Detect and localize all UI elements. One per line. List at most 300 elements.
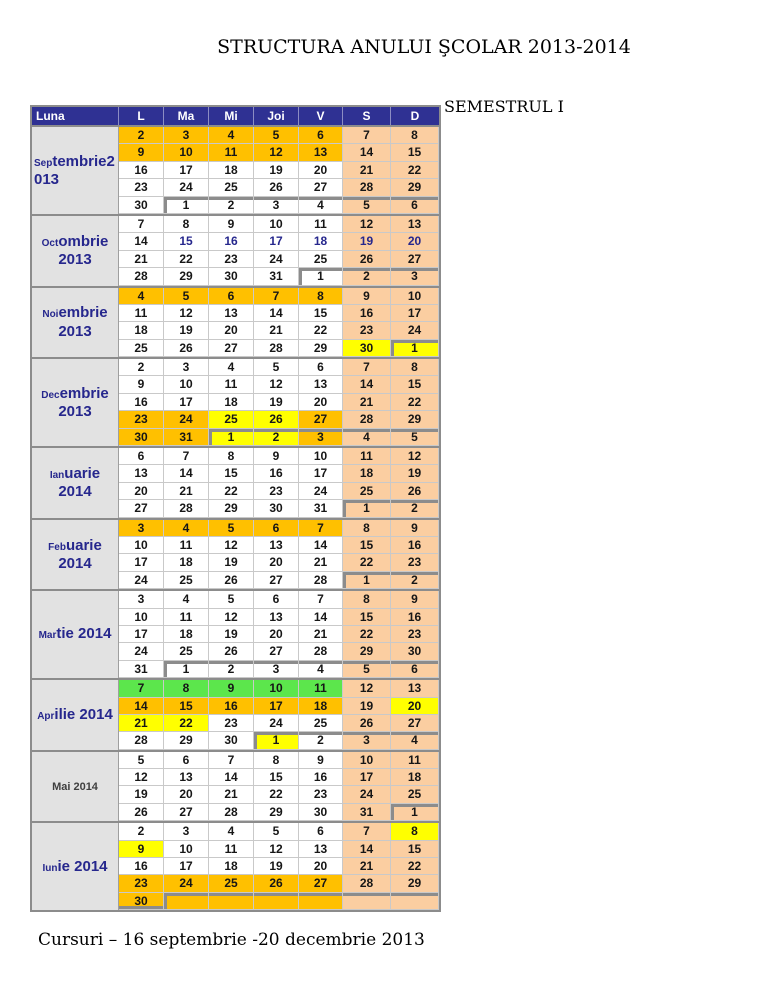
day-cell: 23 — [119, 411, 164, 428]
month-label-septembrie-2013: Septembrie2 013 — [32, 127, 119, 214]
day-cell: 13 — [119, 465, 164, 482]
day-cell: 23 — [391, 554, 439, 571]
day-cell: 15 — [391, 144, 439, 161]
day-cell: 26 — [254, 875, 299, 892]
day-cell: 7 — [254, 288, 299, 305]
day-cell: 1 — [343, 572, 391, 589]
day-cell: 10 — [164, 841, 209, 858]
day-cell: 16 — [209, 233, 254, 250]
day-cell: 23 — [209, 251, 254, 268]
day-cell: 4 — [299, 661, 343, 678]
day-cell: 12 — [254, 144, 299, 161]
day-cell: 27 — [391, 715, 439, 732]
day-cell: 28 — [119, 732, 164, 749]
day-cell: 21 — [343, 162, 391, 179]
day-cell: 10 — [164, 144, 209, 161]
day-cell: 3 — [254, 661, 299, 678]
day-cell: 16 — [391, 537, 439, 554]
month-label-noiembrie-2013: Noiembrie 2013 — [32, 288, 119, 358]
day-cell: 4 — [299, 197, 343, 214]
day-cell: 7 — [299, 591, 343, 608]
day-cell: 28 — [254, 340, 299, 357]
column-header-saturday: S — [343, 107, 391, 125]
day-cell: 4 — [209, 823, 254, 840]
day-cell: 5 — [254, 823, 299, 840]
day-cell: 13 — [391, 216, 439, 233]
day-cell: 11 — [299, 680, 343, 697]
day-cell: 19 — [391, 465, 439, 482]
day-cell: 7 — [209, 752, 254, 769]
day-cell: 8 — [299, 288, 343, 305]
day-cell: 29 — [164, 268, 209, 285]
day-cell: 5 — [254, 359, 299, 376]
day-cell: 29 — [209, 500, 254, 517]
column-header-tuesday: Ma — [164, 107, 209, 125]
day-cell: 25 — [119, 340, 164, 357]
day-cell: 6 — [254, 591, 299, 608]
day-cell: 17 — [254, 698, 299, 715]
day-cell: 7 — [119, 216, 164, 233]
day-cell: 30 — [119, 429, 164, 446]
day-cell: 27 — [391, 251, 439, 268]
day-cell: 23 — [119, 875, 164, 892]
day-cell: 1 — [164, 661, 209, 678]
day-cell: 22 — [164, 715, 209, 732]
day-cell: 8 — [254, 752, 299, 769]
day-cell: 25 — [299, 251, 343, 268]
day-cell: 1 — [391, 804, 439, 821]
day-cell: 2 — [119, 359, 164, 376]
day-cell: 22 — [391, 394, 439, 411]
day-cell: 10 — [299, 448, 343, 465]
day-cell: 27 — [209, 340, 254, 357]
day-cell: 24 — [164, 411, 209, 428]
day-cell: 27 — [299, 179, 343, 196]
day-cell: 17 — [164, 858, 209, 875]
day-cell: 5 — [254, 127, 299, 144]
day-cell: 20 — [254, 626, 299, 643]
day-cell: 11 — [164, 537, 209, 554]
day-cell: 19 — [254, 858, 299, 875]
day-cell: 4 — [209, 127, 254, 144]
day-cell: 31 — [343, 804, 391, 821]
day-cell: 2 — [119, 127, 164, 144]
day-cell: 17 — [119, 626, 164, 643]
day-cell: 21 — [254, 322, 299, 339]
day-cell: 30 — [299, 804, 343, 821]
day-cell: 26 — [254, 411, 299, 428]
day-cell: 5 — [391, 429, 439, 446]
day-cell: 6 — [209, 288, 254, 305]
day-cell: 14 — [343, 144, 391, 161]
day-cell: 27 — [119, 500, 164, 517]
day-cell: 2 — [299, 732, 343, 749]
day-cell: 12 — [343, 216, 391, 233]
day-cell: 2 — [391, 500, 439, 517]
day-cell: 17 — [343, 769, 391, 786]
day-cell: 14 — [254, 305, 299, 322]
month-blocks — [32, 125, 439, 910]
day-cell: 18 — [119, 322, 164, 339]
day-cell: 21 — [164, 483, 209, 500]
day-cell: 16 — [299, 769, 343, 786]
day-cell: 21 — [299, 554, 343, 571]
month-label-ianuarie-2014: Ianuarie 2014 — [32, 448, 119, 518]
day-cell: 26 — [209, 643, 254, 660]
day-cell: 28 — [299, 572, 343, 589]
column-header-thursday: Joi — [254, 107, 299, 125]
day-cell: 10 — [164, 376, 209, 393]
column-header-friday: V — [299, 107, 343, 125]
day-cell: 8 — [391, 127, 439, 144]
day-cell: 20 — [119, 483, 164, 500]
day-cell: 6 — [299, 359, 343, 376]
day-cell: 15 — [209, 465, 254, 482]
empty-cell — [299, 893, 343, 910]
day-cell: 25 — [391, 786, 439, 803]
day-cell: 6 — [119, 448, 164, 465]
day-cell: 9 — [119, 144, 164, 161]
day-cell: 2 — [343, 268, 391, 285]
day-cell: 29 — [391, 179, 439, 196]
day-cell: 15 — [254, 769, 299, 786]
day-cell: 22 — [164, 251, 209, 268]
day-cell: 23 — [391, 626, 439, 643]
day-cell: 14 — [299, 537, 343, 554]
day-cell: 11 — [209, 144, 254, 161]
month-block-decembrie-2013 — [32, 357, 439, 446]
day-cell: 8 — [164, 216, 209, 233]
day-cell: 8 — [164, 680, 209, 697]
day-cell: 16 — [254, 465, 299, 482]
day-cell: 6 — [391, 197, 439, 214]
day-cell: 1 — [209, 429, 254, 446]
day-cell: 12 — [254, 841, 299, 858]
day-cell: 15 — [391, 376, 439, 393]
day-cell: 27 — [254, 572, 299, 589]
day-cell: 22 — [391, 162, 439, 179]
day-cell: 21 — [119, 251, 164, 268]
day-cell: 28 — [343, 411, 391, 428]
day-cell: 25 — [209, 875, 254, 892]
day-cell: 18 — [299, 233, 343, 250]
day-cell: 26 — [391, 483, 439, 500]
day-cell: 24 — [299, 483, 343, 500]
day-cell: 3 — [343, 732, 391, 749]
day-cell: 29 — [391, 411, 439, 428]
empty-cell — [209, 893, 254, 910]
day-cell: 9 — [254, 448, 299, 465]
empty-cell — [254, 893, 299, 910]
day-cell: 15 — [391, 841, 439, 858]
day-cell: 20 — [391, 233, 439, 250]
day-cell: 22 — [343, 554, 391, 571]
month-block-octombrie-2013 — [32, 214, 439, 286]
day-cell: 14 — [209, 769, 254, 786]
day-cell: 6 — [254, 520, 299, 537]
month-block-februarie-2014 — [32, 518, 439, 590]
day-cell: 18 — [209, 162, 254, 179]
day-cell: 13 — [254, 609, 299, 626]
day-cell: 7 — [119, 680, 164, 697]
day-cell: 3 — [119, 591, 164, 608]
day-cell: 9 — [391, 520, 439, 537]
day-cell: 25 — [209, 179, 254, 196]
day-cell: 14 — [299, 609, 343, 626]
day-cell: 25 — [209, 411, 254, 428]
day-cell: 10 — [119, 609, 164, 626]
day-cell: 11 — [209, 376, 254, 393]
day-cell: 27 — [254, 643, 299, 660]
column-header-wednesday: Mi — [209, 107, 254, 125]
month-label-decembrie-2013: Decembrie 2013 — [32, 359, 119, 446]
day-cell: 25 — [299, 715, 343, 732]
day-cell: 8 — [209, 448, 254, 465]
day-cell: 17 — [164, 162, 209, 179]
day-cell: 26 — [343, 251, 391, 268]
day-cell: 18 — [209, 858, 254, 875]
month-label-iunie-2014: Iunie 2014 — [32, 823, 119, 910]
day-cell: 24 — [254, 715, 299, 732]
day-cell: 19 — [164, 322, 209, 339]
day-cell: 4 — [164, 591, 209, 608]
day-cell: 6 — [391, 661, 439, 678]
day-cell: 7 — [343, 823, 391, 840]
day-cell: 7 — [343, 127, 391, 144]
day-cell: 18 — [209, 394, 254, 411]
day-cell: 4 — [164, 520, 209, 537]
day-cell: 14 — [164, 465, 209, 482]
day-cell: 1 — [391, 340, 439, 357]
day-cell: 17 — [299, 465, 343, 482]
month-block-ianuarie-2014 — [32, 446, 439, 518]
day-cell: 30 — [119, 893, 164, 910]
day-cell: 9 — [343, 288, 391, 305]
day-cell: 26 — [254, 179, 299, 196]
column-header-monday: L — [119, 107, 164, 125]
day-cell: 8 — [391, 359, 439, 376]
day-cell: 20 — [391, 698, 439, 715]
month-label-octombrie-2013: Octombrie 2013 — [32, 216, 119, 286]
month-label-martie-2014: Martie 2014 — [32, 591, 119, 678]
day-cell: 10 — [254, 216, 299, 233]
day-cell: 1 — [254, 732, 299, 749]
day-cell: 15 — [343, 537, 391, 554]
day-cell: 23 — [299, 786, 343, 803]
day-cell: 25 — [164, 643, 209, 660]
day-cell: 19 — [209, 626, 254, 643]
day-cell: 29 — [254, 804, 299, 821]
day-cell: 31 — [119, 661, 164, 678]
day-cell: 17 — [254, 233, 299, 250]
day-cell: 1 — [299, 268, 343, 285]
day-cell: 13 — [209, 305, 254, 322]
day-cell: 13 — [391, 680, 439, 697]
day-cell: 10 — [343, 752, 391, 769]
day-cell: 22 — [391, 858, 439, 875]
day-cell: 9 — [209, 216, 254, 233]
day-cell: 4 — [119, 288, 164, 305]
day-cell: 6 — [164, 752, 209, 769]
day-cell: 30 — [209, 268, 254, 285]
day-cell: 28 — [299, 643, 343, 660]
day-cell: 4 — [391, 732, 439, 749]
day-cell: 7 — [343, 359, 391, 376]
day-cell: 7 — [164, 448, 209, 465]
day-cell: 24 — [164, 875, 209, 892]
day-cell: 1 — [343, 500, 391, 517]
day-cell: 25 — [343, 483, 391, 500]
day-cell: 18 — [164, 554, 209, 571]
footer-note: Cursuri – 16 septembrie -20 decembrie 2013 — [38, 930, 425, 950]
day-cell: 28 — [164, 500, 209, 517]
day-cell: 11 — [343, 448, 391, 465]
day-cell: 20 — [299, 858, 343, 875]
day-cell: 16 — [391, 609, 439, 626]
day-cell: 30 — [254, 500, 299, 517]
day-cell: 15 — [164, 233, 209, 250]
day-cell: 22 — [209, 483, 254, 500]
day-cell: 30 — [343, 340, 391, 357]
day-cell: 2 — [209, 197, 254, 214]
day-cell: 8 — [391, 823, 439, 840]
day-cell: 11 — [391, 752, 439, 769]
calendar-header-row — [32, 107, 439, 125]
day-cell: 10 — [391, 288, 439, 305]
day-cell: 11 — [299, 216, 343, 233]
day-cell: 8 — [343, 520, 391, 537]
day-cell: 11 — [209, 841, 254, 858]
day-cell: 21 — [343, 858, 391, 875]
day-cell: 31 — [254, 268, 299, 285]
day-cell: 10 — [119, 537, 164, 554]
month-label-mai-2014: Mai 2014 — [32, 752, 119, 822]
day-cell: 29 — [299, 340, 343, 357]
day-cell: 19 — [343, 233, 391, 250]
day-cell: 26 — [209, 572, 254, 589]
day-cell: 19 — [343, 698, 391, 715]
day-cell: 4 — [209, 359, 254, 376]
day-cell: 24 — [164, 179, 209, 196]
day-cell: 7 — [299, 520, 343, 537]
day-cell: 12 — [209, 609, 254, 626]
day-cell: 23 — [119, 179, 164, 196]
day-cell: 21 — [299, 626, 343, 643]
day-cell: 21 — [343, 394, 391, 411]
day-cell: 19 — [254, 162, 299, 179]
day-cell: 16 — [119, 394, 164, 411]
day-cell: 6 — [299, 127, 343, 144]
day-cell: 18 — [299, 698, 343, 715]
day-cell: 17 — [119, 554, 164, 571]
day-cell: 15 — [164, 698, 209, 715]
day-cell: 20 — [299, 394, 343, 411]
day-cell: 10 — [254, 680, 299, 697]
day-cell: 19 — [119, 786, 164, 803]
day-cell: 12 — [119, 769, 164, 786]
day-cell: 23 — [209, 715, 254, 732]
day-cell: 3 — [164, 823, 209, 840]
day-cell: 20 — [164, 786, 209, 803]
day-cell: 12 — [391, 448, 439, 465]
day-cell: 2 — [254, 429, 299, 446]
day-cell: 20 — [254, 554, 299, 571]
day-cell: 5 — [119, 752, 164, 769]
day-cell: 23 — [343, 322, 391, 339]
day-cell: 2 — [209, 661, 254, 678]
month-label-aprilie-2014: Aprilie 2014 — [32, 680, 119, 750]
day-cell: 20 — [299, 162, 343, 179]
day-cell: 19 — [209, 554, 254, 571]
month-block-septembrie-2013 — [32, 125, 439, 214]
day-cell: 12 — [209, 537, 254, 554]
day-cell: 22 — [343, 626, 391, 643]
day-cell: 9 — [119, 841, 164, 858]
month-block-iunie-2014 — [32, 821, 439, 910]
day-cell: 16 — [209, 698, 254, 715]
month-block-noiembrie-2013 — [32, 286, 439, 358]
day-cell: 16 — [119, 858, 164, 875]
day-cell: 11 — [119, 305, 164, 322]
day-cell: 1 — [164, 197, 209, 214]
day-cell: 5 — [343, 661, 391, 678]
day-cell: 13 — [164, 769, 209, 786]
day-cell: 14 — [119, 233, 164, 250]
day-cell: 3 — [119, 520, 164, 537]
month-block-martie-2014 — [32, 589, 439, 678]
day-cell: 9 — [119, 376, 164, 393]
day-cell: 15 — [299, 305, 343, 322]
day-cell: 24 — [343, 786, 391, 803]
day-cell: 14 — [343, 841, 391, 858]
day-cell: 13 — [299, 376, 343, 393]
day-cell: 9 — [299, 752, 343, 769]
day-cell: 2 — [391, 572, 439, 589]
day-cell: 27 — [164, 804, 209, 821]
day-cell: 20 — [209, 322, 254, 339]
day-cell: 30 — [391, 643, 439, 660]
column-header-month: Luna — [32, 107, 119, 125]
day-cell: 30 — [209, 732, 254, 749]
day-cell: 3 — [254, 197, 299, 214]
day-cell: 18 — [391, 769, 439, 786]
school-year-calendar — [30, 105, 441, 912]
day-cell: 18 — [164, 626, 209, 643]
day-cell: 14 — [119, 698, 164, 715]
day-cell: 24 — [119, 572, 164, 589]
day-cell: 6 — [299, 823, 343, 840]
day-cell: 17 — [164, 394, 209, 411]
day-cell: 21 — [119, 715, 164, 732]
day-cell: 2 — [119, 823, 164, 840]
month-block-mai-2014 — [32, 750, 439, 822]
day-cell: 28 — [119, 268, 164, 285]
day-cell: 18 — [343, 465, 391, 482]
day-cell: 29 — [391, 875, 439, 892]
day-cell: 13 — [299, 841, 343, 858]
day-cell: 12 — [164, 305, 209, 322]
day-cell: 5 — [209, 591, 254, 608]
day-cell: 12 — [343, 680, 391, 697]
day-cell: 8 — [343, 591, 391, 608]
day-cell: 24 — [254, 251, 299, 268]
day-cell: 31 — [299, 500, 343, 517]
day-cell: 28 — [209, 804, 254, 821]
day-cell: 26 — [164, 340, 209, 357]
page-title: STRUCTURA ANULUI ŞCOLAR 2013-2014 — [217, 36, 631, 58]
day-cell: 16 — [119, 162, 164, 179]
day-cell: 14 — [343, 376, 391, 393]
